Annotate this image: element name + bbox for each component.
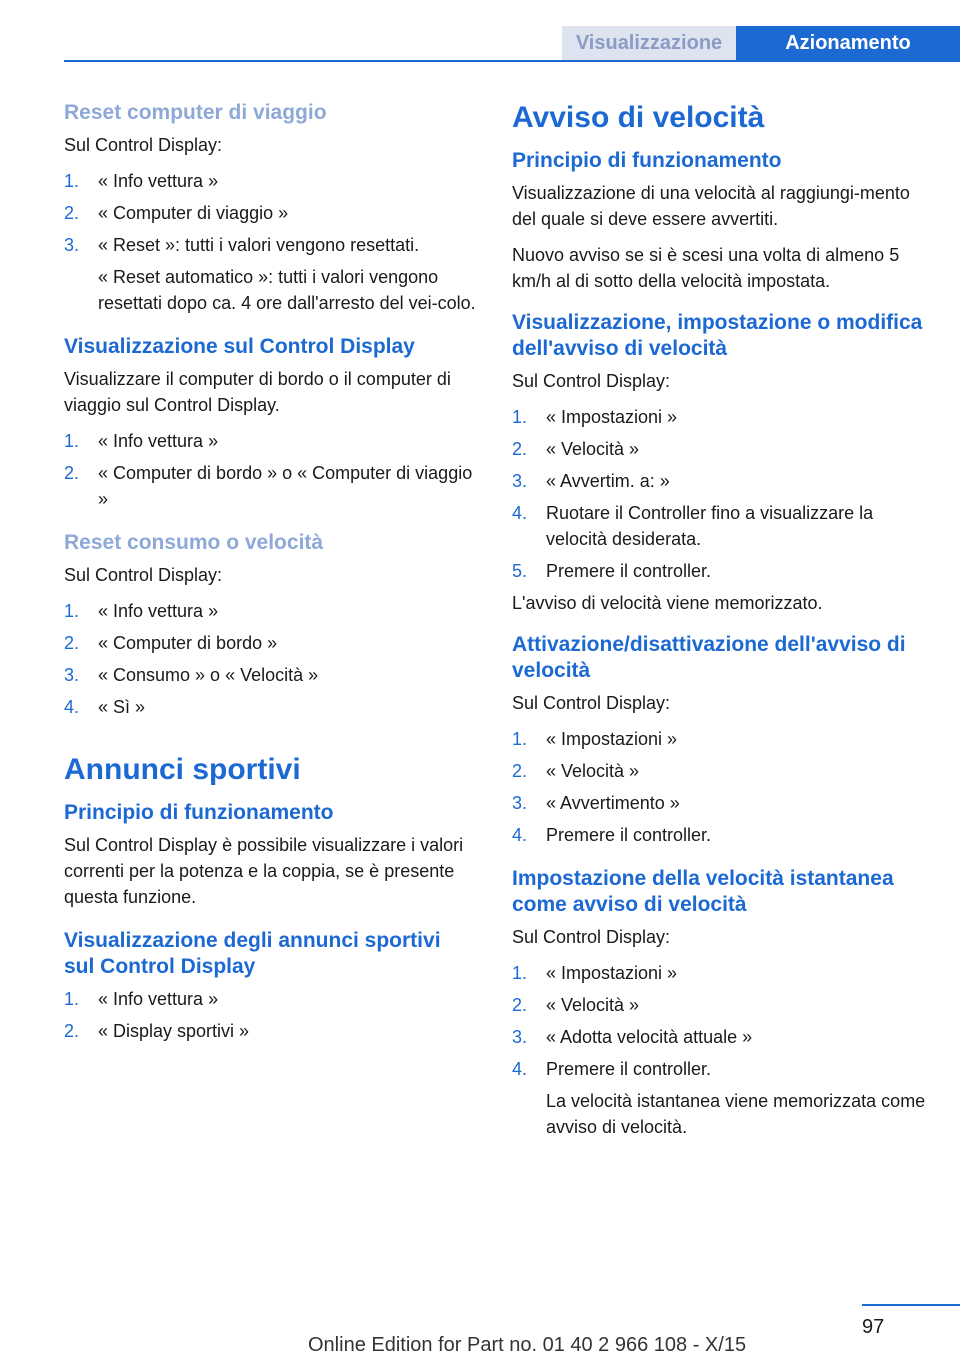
list-item (64, 598, 476, 624)
step-number: 2. (512, 439, 528, 459)
step-number: 2. (64, 203, 80, 223)
list-item (64, 694, 476, 720)
list-item (64, 428, 476, 454)
step-number: 5. (512, 561, 528, 581)
intro-text: Sul Control Display: (512, 693, 671, 713)
intro-text: Sul Control Display: (64, 135, 223, 155)
step-number: 4. (512, 1059, 528, 1079)
heading-toggle-speed-warning: Attivazione/disattivazione dell'avviso di velocità (512, 633, 906, 682)
step-text: « Computer di bordo » (98, 633, 278, 653)
list-item (512, 404, 932, 430)
step-text: « Velocità » (546, 761, 640, 781)
step-text: « Consumo » o « Velocità » (98, 665, 319, 685)
heading-reset-trip-computer: Reset computer di viaggio (64, 101, 327, 124)
step-text: « Computer di viaggio » (98, 203, 289, 223)
step-text: « Info vettura » (98, 601, 219, 621)
step-text: « Info vettura » (98, 171, 219, 191)
intro-text: Sul Control Display: (64, 565, 223, 585)
paragraph: Visualizzazione di una velocità al raggiungi-mento del quale si deve essere avvertiti. (512, 183, 910, 229)
heading-display-on-control: Visualizzazione sul Control Display (64, 335, 415, 358)
heading-current-speed-warning: Impostazione della velocità istantanea come avviso di velocità (512, 867, 894, 916)
list-item (64, 200, 476, 226)
chapter-tab: Azionamento (736, 26, 960, 60)
step-number: 2. (512, 761, 528, 781)
list-item (64, 232, 476, 316)
steps-list (512, 404, 932, 584)
list-item (512, 1024, 932, 1050)
step-number: 2. (64, 633, 80, 653)
list-item (64, 630, 476, 656)
step-number: 3. (512, 1027, 528, 1047)
heading-principle: Principio di funzionamento (512, 149, 782, 172)
heading-speed-warning: Avviso di velocità (512, 101, 765, 134)
page-header (0, 0, 960, 62)
left-column (64, 100, 476, 1062)
step-number: 1. (512, 729, 528, 749)
step-number: 1. (64, 601, 80, 621)
step-text: Premere il controller. (546, 1059, 712, 1079)
list-item (512, 726, 932, 752)
step-text: « Impostazioni » (546, 963, 678, 983)
step-number: 3. (64, 665, 80, 685)
paragraph: Sul Control Display è possibile visualizzare i valori correnti per la potenza e la coppia, se è presente questa funzione. (64, 835, 464, 907)
heading-sport-displays: Annunci sportivi (64, 753, 301, 786)
step-text: « Avvertim. a: » (546, 471, 670, 491)
step-text: « Velocità » (546, 439, 640, 459)
step-note: La velocità istantanea viene memorizzata come avviso di velocità. (546, 1091, 926, 1137)
list-item (512, 992, 932, 1018)
list-item (512, 960, 932, 986)
steps-list (64, 598, 476, 720)
list-item (512, 468, 932, 494)
list-item (512, 500, 932, 552)
heading-reset-consumption: Reset consumo o velocità (64, 531, 324, 554)
page-number: 97 (862, 1316, 885, 1338)
step-text: « Velocità » (546, 995, 640, 1015)
step-number: 4. (512, 503, 528, 523)
step-note: « Reset automatico »: tutti i valori vengono resettati dopo ca. 4 ore dall'arresto del vei-colo. (98, 267, 476, 313)
right-column (512, 100, 932, 1158)
step-text: Premere il controller. (546, 825, 712, 845)
step-text: « Impostazioni » (546, 407, 678, 427)
list-item (512, 758, 932, 784)
heading-show-sport-displays: Visualizzazione degli annunci sportivi sul Control Display (64, 929, 441, 978)
paragraph: Nuovo avviso se si è scesi una volta di almeno 5 km/h al di sotto della velocità impostata. (512, 245, 900, 291)
list-item (64, 662, 476, 688)
step-text: « Sì » (98, 697, 146, 717)
step-number: 1. (64, 171, 80, 191)
step-number: 3. (512, 793, 528, 813)
step-number: 3. (512, 471, 528, 491)
result-text: L'avviso di velocità viene memorizzato. (512, 593, 823, 613)
list-item (512, 1056, 932, 1140)
steps-list (512, 726, 932, 848)
step-text: « Computer di bordo » o « Computer di viaggio » (98, 463, 473, 509)
list-item (64, 986, 476, 1012)
step-number: 1. (64, 431, 80, 451)
header-divider (64, 60, 960, 62)
step-number: 1. (64, 989, 80, 1009)
step-text: « Avvertimento » (546, 793, 680, 813)
footer-divider (862, 1304, 960, 1306)
step-number: 3. (64, 235, 80, 255)
intro-text: Sul Control Display: (512, 371, 671, 391)
step-number: 2. (64, 463, 80, 483)
steps-list (64, 986, 476, 1044)
step-number: 2. (512, 995, 528, 1015)
step-text: « Info vettura » (98, 989, 219, 1009)
step-number: 1. (512, 963, 528, 983)
step-number: 4. (512, 825, 528, 845)
step-text: Premere il controller. (546, 561, 712, 581)
list-item (64, 168, 476, 194)
heading-set-speed-warning: Visualizzazione, impostazione o modifica dell'avviso di velocità (512, 311, 923, 360)
list-item (512, 822, 932, 848)
section-tab: Visualizzazione (562, 26, 736, 60)
steps-list (64, 168, 476, 316)
steps-list (64, 428, 476, 512)
list-item (512, 436, 932, 462)
list-item (64, 1018, 476, 1044)
intro-text: Sul Control Display: (512, 927, 671, 947)
step-number: 1. (512, 407, 528, 427)
list-item (512, 790, 932, 816)
edition-note: Online Edition for Part no. 01 40 2 966 108 - X/15 (308, 1334, 747, 1356)
step-text: Ruotare il Controller fino a visualizzare la velocità desiderata. (546, 503, 874, 549)
list-item (64, 460, 476, 512)
step-text: « Reset »: tutti i valori vengono resettati. (98, 235, 420, 255)
step-text: « Display sportivi » (98, 1021, 250, 1041)
step-text: « Adotta velocità attuale » (546, 1027, 753, 1047)
intro-text: Visualizzare il computer di bordo o il computer di viaggio sul Control Display. (64, 369, 451, 415)
steps-list (512, 960, 932, 1140)
list-item (512, 558, 932, 584)
step-text: « Impostazioni » (546, 729, 678, 749)
step-number: 4. (64, 697, 80, 717)
step-text: « Info vettura » (98, 431, 219, 451)
heading-principle: Principio di funzionamento (64, 801, 334, 824)
step-number: 2. (64, 1021, 80, 1041)
